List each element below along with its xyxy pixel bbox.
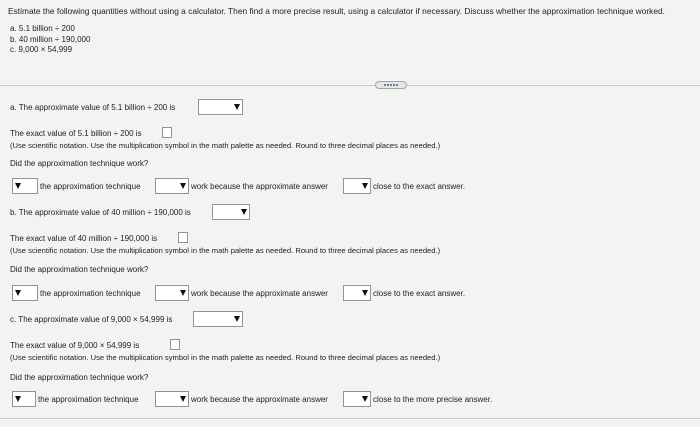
chevron-down-icon bbox=[362, 183, 368, 189]
part-a-approx-label: a. The approximate value of 5.1 billion ÷ 200 is bbox=[10, 103, 176, 112]
part-a-exact-input[interactable] bbox=[162, 127, 172, 138]
part-c-technique-label: the approximation technique bbox=[38, 395, 139, 404]
part-b-work-label: work because the approximate answer bbox=[191, 289, 328, 298]
part-a-close-label: close to the exact answer. bbox=[373, 182, 466, 191]
section-divider bbox=[0, 85, 700, 86]
part-a-technique-dropdown[interactable] bbox=[12, 178, 38, 194]
chevron-down-icon bbox=[180, 290, 186, 296]
part-a-question: Did the approximation technique work? bbox=[10, 159, 149, 168]
part-c-question: Did the approximation technique work? bbox=[10, 373, 149, 382]
chevron-down-icon bbox=[362, 290, 368, 296]
part-c-exact-input[interactable] bbox=[170, 339, 180, 350]
part-c-note: (Use scientific notation. Use the multiplication symbol in the math palette as needed. Round to three decimal places as needed.) bbox=[10, 353, 441, 362]
chevron-down-icon bbox=[15, 183, 21, 189]
dot-icon bbox=[393, 84, 395, 86]
chevron-down-icon bbox=[15, 290, 21, 296]
part-a-approx-dropdown[interactable] bbox=[198, 99, 243, 115]
chevron-down-icon bbox=[180, 396, 186, 402]
part-c-close-dropdown[interactable] bbox=[343, 391, 371, 407]
chevron-down-icon bbox=[234, 316, 240, 322]
expand-more-button[interactable] bbox=[375, 81, 407, 89]
dot-icon bbox=[387, 84, 389, 86]
part-b-approx-dropdown[interactable] bbox=[212, 204, 250, 220]
part-a-technique-label: the approximation technique bbox=[40, 182, 141, 191]
part-a-work-label: work because the approximate answer bbox=[191, 182, 328, 191]
question-list bbox=[10, 24, 90, 56]
part-a-exact-label: The exact value of 5.1 billion ÷ 200 is bbox=[10, 129, 142, 138]
chevron-down-icon bbox=[241, 209, 247, 215]
part-c-technique-dropdown[interactable] bbox=[12, 391, 36, 407]
part-b-exact-label: The exact value of 40 million ÷ 190,000 is bbox=[10, 234, 158, 243]
part-b-approx-label: b. The approximate value of 40 million ÷ 190,000 is bbox=[10, 208, 191, 217]
dot-icon bbox=[390, 84, 392, 86]
part-c-approx-dropdown[interactable] bbox=[193, 311, 243, 327]
part-c-work-label: work because the approximate answer bbox=[191, 395, 328, 404]
part-b-work-dropdown[interactable] bbox=[155, 285, 189, 301]
part-a-work-dropdown[interactable] bbox=[155, 178, 189, 194]
part-b-technique-dropdown[interactable] bbox=[12, 285, 38, 301]
dot-icon bbox=[384, 84, 386, 86]
chevron-down-icon bbox=[180, 183, 186, 189]
part-b-technique-label: the approximation technique bbox=[40, 289, 141, 298]
part-c-work-dropdown[interactable] bbox=[155, 391, 189, 407]
question-c: c. 9,000 × 54,999 bbox=[10, 45, 73, 54]
chevron-down-icon bbox=[15, 396, 21, 402]
part-b-note: (Use scientific notation. Use the multiplication symbol in the math palette as needed. Round to three decimal places as needed.) bbox=[10, 246, 441, 255]
part-b-close-dropdown[interactable] bbox=[343, 285, 371, 301]
part-c-exact-label: The exact value of 9,000 × 54,999 is bbox=[10, 341, 140, 350]
dot-icon bbox=[396, 84, 398, 86]
instructions-text: Estimate the following quantities without using a calculator. Then find a more precise result, using a calculator if necessary. Discuss whether the approximation technique worked. bbox=[8, 6, 666, 16]
chevron-down-icon bbox=[362, 396, 368, 402]
part-a-close-dropdown[interactable] bbox=[343, 178, 371, 194]
part-b-question: Did the approximation technique work? bbox=[10, 265, 149, 274]
part-c-approx-label: c. The approximate value of 9,000 × 54,999 is bbox=[10, 315, 173, 324]
part-a-note: (Use scientific notation. Use the multiplication symbol in the math palette as needed. Round to three decimal places as needed.) bbox=[10, 141, 441, 150]
question-a: a. 5.1 billion ÷ 200 bbox=[10, 24, 75, 33]
part-b-exact-input[interactable] bbox=[178, 232, 188, 243]
question-b: b. 40 million ÷ 190,000 bbox=[10, 34, 91, 44]
part-c-close-label: close to the more precise answer. bbox=[373, 395, 493, 404]
bottom-divider bbox=[0, 418, 700, 419]
part-b-close-label: close to the exact answer. bbox=[373, 289, 466, 298]
chevron-down-icon bbox=[234, 104, 240, 110]
